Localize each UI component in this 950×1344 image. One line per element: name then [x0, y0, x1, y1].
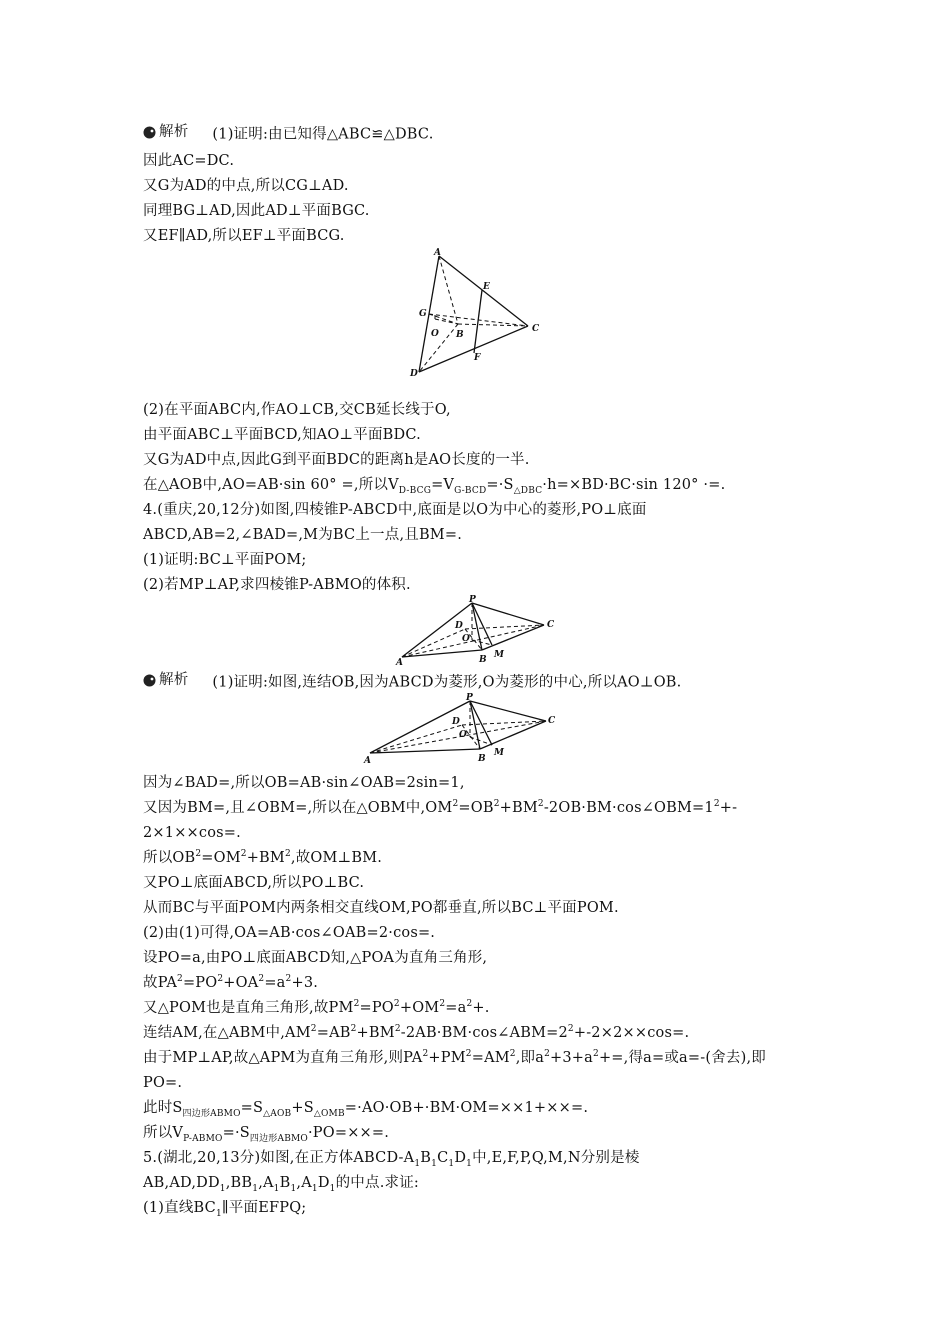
- text-line: 又G为AD中点,因此G到平面BDC的距离h是AO长度的一半.: [143, 452, 530, 468]
- analysis-tag-label: 解析: [159, 672, 189, 688]
- text-segment: =PO: [359, 1000, 394, 1016]
- text-segment: ,BB: [225, 1175, 253, 1191]
- label-C: C: [547, 620, 555, 630]
- text-line: 又PO⊥底面ABCD,所以PO⊥BC.: [143, 875, 365, 891]
- superscript: 2: [350, 1024, 357, 1035]
- label-A: A: [396, 658, 403, 667]
- text-line: 由平面ABC⊥平面BCD,知AO⊥平面BDC.: [143, 427, 421, 443]
- analysis-line-1: [143, 122, 434, 145]
- text-segment: +3.: [291, 975, 319, 991]
- superscript: 2: [258, 974, 265, 985]
- text-segment: =·S: [486, 477, 514, 493]
- text-segment: +=,得a=或a=-(舍去),即: [598, 1050, 766, 1066]
- pyramid-figure-2: [362, 693, 562, 765]
- superscript: 2: [422, 1049, 429, 1060]
- text-segment: C: [437, 1150, 449, 1166]
- subscript: △AOB: [263, 1108, 292, 1119]
- proof-text: (1)证明:如图,连结OB,因为ABCD为菱形,O为菱形的中心,所以AO⊥OB.: [212, 674, 682, 691]
- text-segment: =OB: [458, 800, 494, 816]
- label-O: O: [459, 730, 467, 740]
- text-line: 从而BC与平面POM内两条相交直线OM,PO都垂直,所以BC⊥平面POM.: [143, 900, 619, 916]
- text-segment: 5.(湖北,20,13分)如图,在正方体ABCD-A: [143, 1150, 415, 1166]
- text-segment: B: [420, 1150, 432, 1166]
- text-segment: B: [279, 1175, 291, 1191]
- text-line: 因为∠BAD=,所以OB=AB·sin∠OAB=2sin=1,: [143, 775, 465, 791]
- text-line: 同理BG⊥AD,因此AD⊥平面BGC.: [143, 203, 370, 219]
- subscript: 四边形ABMO: [182, 1108, 241, 1119]
- subscript: 1: [273, 1183, 280, 1194]
- text-segment: ,故OM⊥BM.: [290, 850, 383, 866]
- superscript: 2: [509, 1049, 516, 1060]
- text-segment: ·h=×BD·BC·sin 120° ·=.: [542, 477, 726, 493]
- text-segment: =·S: [222, 1125, 250, 1141]
- subscript: 1: [448, 1158, 455, 1169]
- text-line: [143, 798, 737, 818]
- subscript: 1: [329, 1183, 336, 1194]
- superscript: 2: [217, 974, 224, 985]
- text-segment: +BM: [356, 1025, 395, 1041]
- text-segment: +BM: [246, 850, 285, 866]
- label-E: E: [483, 282, 490, 292]
- text-segment: ∥平面EFPQ;: [221, 1200, 307, 1216]
- text-segment: 故PA: [143, 975, 177, 991]
- label-B: B: [456, 330, 464, 340]
- text-line: [143, 998, 490, 1018]
- text-line: [143, 1123, 389, 1143]
- superscript: 2: [310, 1024, 317, 1035]
- label-M: M: [494, 748, 504, 758]
- text-line: 又G为AD的中点,所以CG⊥AD.: [143, 178, 349, 194]
- label-D: D: [410, 369, 418, 379]
- text-line: [143, 1098, 588, 1118]
- superscript: 2: [452, 799, 459, 810]
- text-segment: 又△POM也是直角三角形,故PM: [143, 1000, 354, 1016]
- text-line: (2)由(1)可得,OA=AB·cos∠OAB=2·cos=.: [143, 925, 436, 941]
- text-line: (2)若MP⊥AP,求四棱锥P-ABMO的体积.: [143, 577, 411, 593]
- text-segment: (1)直线BC: [143, 1200, 216, 1216]
- superscript: 2: [284, 849, 291, 860]
- label-P: P: [466, 693, 473, 703]
- text-segment: =OM: [201, 850, 241, 866]
- subscript: 四边形ABMO: [249, 1133, 308, 1144]
- label-A: A: [364, 756, 371, 765]
- label-A: A: [434, 248, 441, 258]
- tetrahedron-figure: [402, 248, 552, 380]
- text-segment: 所以V: [143, 1125, 184, 1141]
- text-segment: =V: [431, 477, 455, 493]
- subscript: △OMB: [313, 1108, 345, 1119]
- superscript: 2: [240, 849, 247, 860]
- text-segment: =S: [240, 1100, 264, 1116]
- text-segment: =AM: [471, 1050, 510, 1066]
- text-segment: ·PO=××=.: [308, 1125, 390, 1141]
- analysis-tag: [143, 670, 188, 690]
- analysis-tag: [143, 122, 188, 142]
- text-segment: ,A: [258, 1175, 274, 1191]
- superscript: 2: [567, 1024, 574, 1035]
- text-line: PO=.: [143, 1075, 183, 1091]
- superscript: 2: [713, 799, 720, 810]
- subscript: 1: [431, 1158, 438, 1169]
- analysis-badge-icon: [143, 674, 156, 687]
- text-segment: 由于MP⊥AP,故△APM为直角三角形,则PA: [143, 1050, 423, 1066]
- text-segment: +OM: [399, 1000, 440, 1016]
- text-line: 2×1××cos=.: [143, 825, 241, 841]
- pyramid-figure: [392, 595, 568, 667]
- subscript: 1: [466, 1158, 473, 1169]
- text-segment: ,A: [296, 1175, 312, 1191]
- subscript: 1: [219, 1183, 226, 1194]
- text-line: [143, 1198, 306, 1218]
- text-segment: 所以OB: [143, 850, 196, 866]
- label-G: G: [419, 309, 427, 319]
- label-B: B: [479, 655, 487, 665]
- label-P: P: [469, 595, 476, 605]
- text-line: [143, 848, 382, 868]
- label-M: M: [494, 650, 504, 660]
- label-O: O: [462, 634, 470, 644]
- text-segment: 此时S: [143, 1100, 183, 1116]
- superscript: 2: [544, 1049, 551, 1060]
- subscript: 1: [215, 1208, 222, 1219]
- text-line: (2)在平面ABC内,作AO⊥CB,交CB延长线于O,: [143, 402, 451, 418]
- superscript: 2: [466, 999, 473, 1010]
- text-line: 设PO=a,由PO⊥底面ABCD知,△POA为直角三角形,: [143, 950, 488, 966]
- text-segment: +S: [291, 1100, 314, 1116]
- text-segment: +OA: [223, 975, 259, 991]
- analysis-tag-label: 解析: [159, 124, 189, 140]
- superscript: 2: [195, 849, 202, 860]
- text-segment: =·AO·OB+·BM·OM=××1+××=.: [344, 1100, 589, 1116]
- label-C: C: [532, 324, 540, 334]
- superscript: 2: [393, 999, 400, 1010]
- superscript: 2: [439, 999, 446, 1010]
- text-line: 又EF∥AD,所以EF⊥平面BCG.: [143, 228, 345, 244]
- text-segment: -2OB·BM·cos∠OBM=1: [543, 800, 714, 816]
- text-segment: 的中点.求证:: [335, 1175, 419, 1191]
- subscript: P-ABMO: [183, 1133, 223, 1144]
- superscript: 2: [493, 799, 500, 810]
- analysis-line-2: [143, 670, 681, 693]
- text-line: ABCD,AB=2,∠BAD=,M为BC上一点,且BM=.: [143, 527, 463, 543]
- superscript: 2: [353, 999, 360, 1010]
- text-segment: 连结AM,在△ABM中,AM: [143, 1025, 311, 1041]
- text-line: [143, 1173, 419, 1193]
- text-segment: =AB: [316, 1025, 351, 1041]
- text-segment: -2AB·BM·cos∠ABM=2: [400, 1025, 568, 1041]
- text-segment: +.: [472, 1000, 490, 1016]
- proof-text: (1)证明:由已知得△ABC≌△DBC.: [212, 126, 434, 143]
- subscript: D-BCG: [398, 485, 432, 496]
- label-F: F: [474, 353, 481, 363]
- text-segment: AB,AD,DD: [143, 1175, 220, 1191]
- text-segment: 中,E,F,P,Q,M,N分别是棱: [472, 1150, 640, 1166]
- text-line: [143, 1023, 689, 1043]
- subscript: 1: [414, 1158, 421, 1169]
- text-segment: 又因为BM=,且∠OBM=,所以在△OBM中,OM: [143, 800, 453, 816]
- superscript: 2: [285, 974, 292, 985]
- superscript: 2: [537, 799, 544, 810]
- text-segment: +-2×2××cos=.: [573, 1025, 690, 1041]
- text-segment: D: [317, 1175, 330, 1191]
- label-O: O: [431, 329, 439, 339]
- text-segment: +-: [719, 800, 738, 816]
- text-segment: ,即a: [515, 1050, 545, 1066]
- problem-5-statement: [143, 1148, 640, 1168]
- label-B: B: [478, 754, 486, 764]
- superscript: 2: [177, 974, 183, 985]
- problem-4-statement: 4.(重庆,20,12分)如图,四棱锥P-ABCD中,底面是以O为中心的菱形,PO⊥底面: [143, 502, 647, 518]
- text-line: [143, 1048, 766, 1068]
- volume-formula-line: [143, 475, 725, 495]
- superscript: 2: [394, 1024, 401, 1035]
- label-D: D: [455, 621, 463, 631]
- superscript: 2: [465, 1049, 472, 1060]
- text-segment: +BM: [499, 800, 538, 816]
- text-line: 因此AC=DC.: [143, 153, 235, 169]
- text-segment: =PO: [182, 975, 218, 991]
- label-D: D: [452, 717, 460, 727]
- text-segment: =a: [445, 1000, 467, 1016]
- text-segment: 在△AOB中,AO=AB·sin 60° =,所以V: [143, 477, 399, 493]
- subscript: 1: [252, 1183, 259, 1194]
- text-line: (1)证明:BC⊥平面POM;: [143, 552, 307, 568]
- subscript: 1: [311, 1183, 318, 1194]
- subscript: 1: [290, 1183, 297, 1194]
- superscript: 2: [593, 1049, 599, 1060]
- text-line: [143, 973, 318, 993]
- subscript: G-BCD: [454, 485, 487, 496]
- text-segment: D: [454, 1150, 467, 1166]
- text-segment: =a: [264, 975, 286, 991]
- analysis-badge-icon: [143, 126, 156, 139]
- subscript: △DBC: [513, 485, 543, 496]
- text-segment: +PM: [428, 1050, 466, 1066]
- text-segment: +3+a: [550, 1050, 594, 1066]
- label-C: C: [548, 716, 556, 726]
